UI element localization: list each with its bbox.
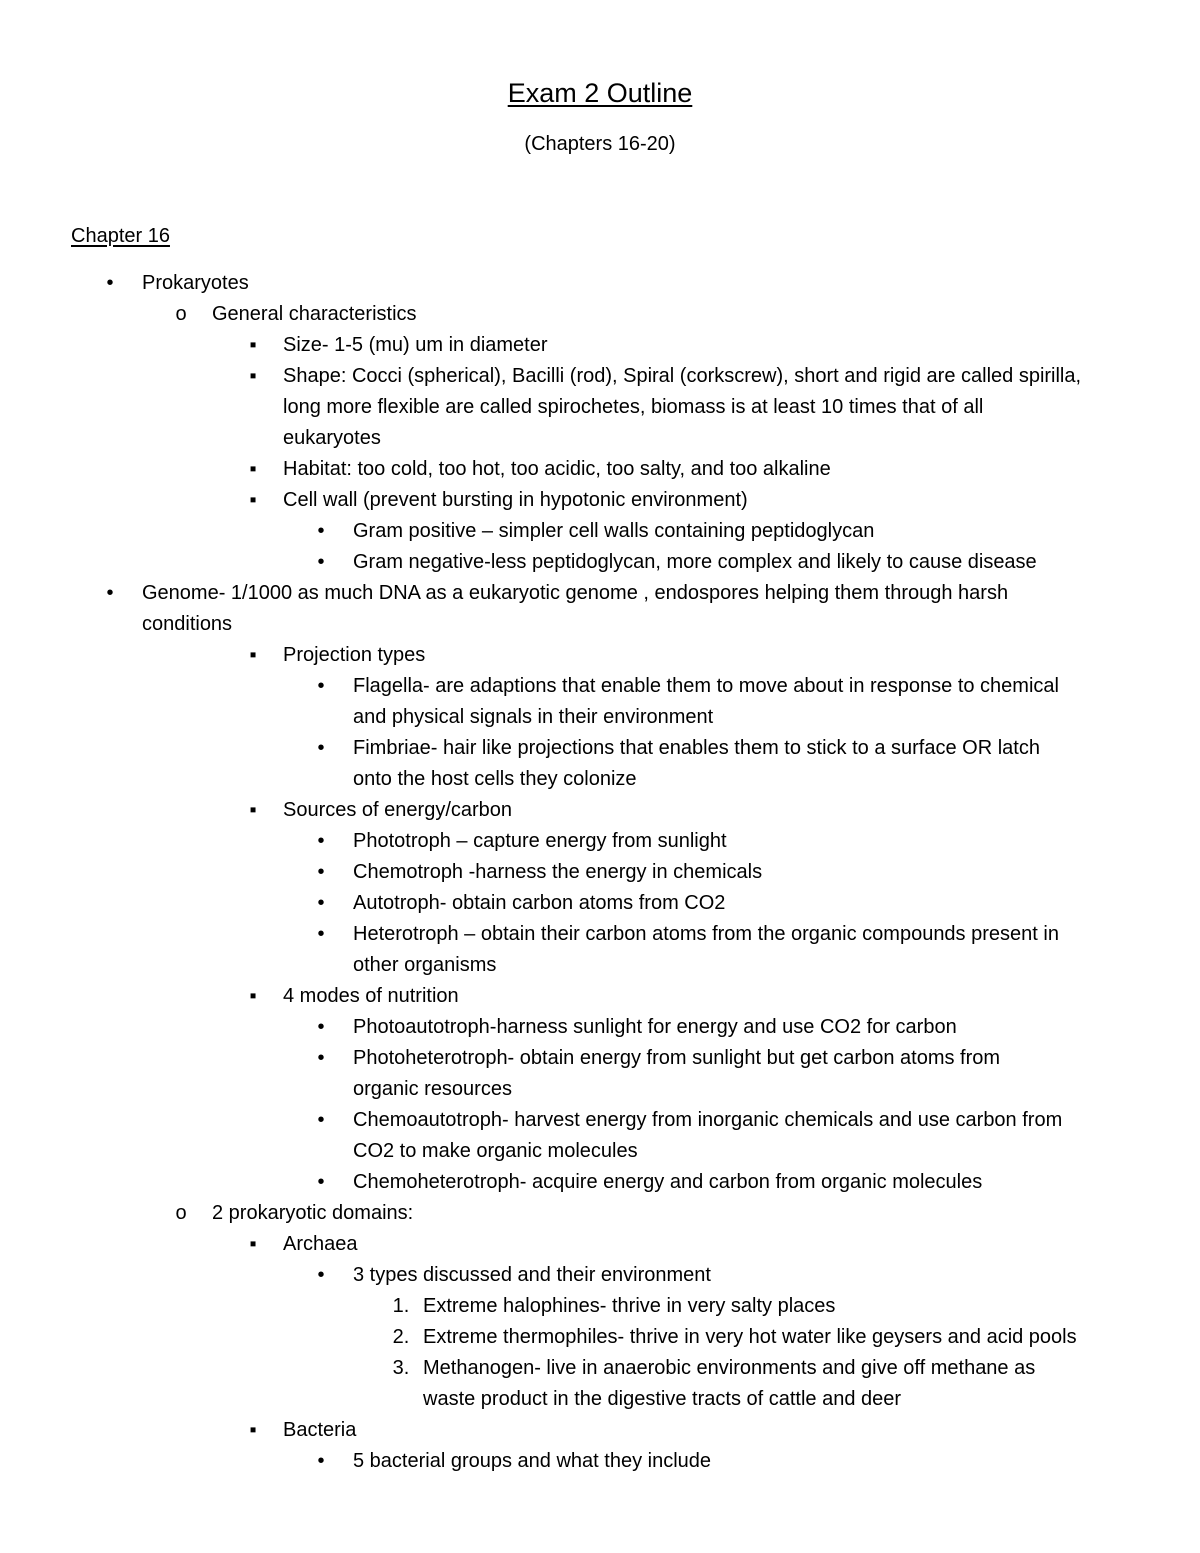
outline-item: Archaea [283,1233,358,1255]
circle-marker: o [175,1202,187,1224]
outline-item-continuation: conditions [142,613,233,635]
outline-item: Gram positive – simpler cell walls containing peptidoglycan [353,520,875,542]
square-marker: ▪ [249,1233,257,1255]
outline-item: Sources of energy/carbon [283,799,513,821]
outline-item: Genome- 1/1000 as much DNA as a eukaryotic genome , endospores helping them through harsh [142,582,1009,604]
bullet-marker: • [317,1047,325,1069]
outline-item-continuation: and physical signals in their environment [353,706,714,728]
outline-item: Autotroph- obtain carbon atoms from CO2 [353,892,726,914]
circle-marker: o [175,303,187,325]
outline-item: 5 bacterial groups and what they include [353,1450,712,1472]
bullet-marker: • [317,830,325,852]
outline-item: Phototroph – capture energy from sunlight [353,830,727,852]
square-marker: ▪ [249,1419,257,1441]
outline-item: Gram negative-less peptidoglycan, more complex and likely to cause disease [353,551,1037,573]
square-marker: ▪ [249,489,257,511]
outline-item-continuation: onto the host cells they colonize [353,768,637,790]
outline-item: Bacteria [283,1419,357,1441]
outline-item-continuation: eukaryotes [283,427,381,449]
outline-item: 3 types discussed and their environment [353,1264,711,1286]
number-marker: 1. [392,1295,410,1317]
number-marker: 2. [392,1326,410,1348]
outline-item: Shape: Cocci (spherical), Bacilli (rod), Spiral (corkscrew), short and rigid are called spirilla, [283,365,1082,387]
outline-item: Flagella- are adaptions that enable them to move about in response to chemical [353,675,1059,697]
outline-item-continuation: other organisms [353,954,497,976]
bullet-marker: • [317,675,325,697]
bullet-marker: • [317,1016,325,1038]
outline-item: Extreme thermophiles- thrive in very hot water like geysers and acid pools [423,1326,1077,1348]
outline-item: Extreme halophines- thrive in very salty places [423,1295,836,1317]
outline-item: Size- 1-5 (mu) um in diameter [283,334,548,356]
chapter-heading: Chapter 16 [71,225,170,247]
outline-item: Photoautotroph-harness sunlight for energy and use CO2 for carbon [353,1016,957,1038]
outline-item: Fimbriae- hair like projections that enables them to stick to a surface OR latch [353,737,1040,759]
outline-item: Chemoheterotroph- acquire energy and carbon from organic molecules [353,1171,983,1193]
outline-item: Habitat: too cold, too hot, too acidic, too salty, and too alkaline [283,458,831,480]
number-marker: 3. [392,1357,410,1379]
bullet-marker: • [106,582,114,604]
bullet-marker: • [317,737,325,759]
bullet-marker: • [317,1109,325,1131]
outline-item: Photoheterotroph- obtain energy from sunlight but get carbon atoms from [353,1047,1001,1069]
bullet-marker: • [317,1171,325,1193]
outline-item-continuation: long more flexible are called spirochetes, biomass is at least 10 times that of all [283,396,984,418]
square-marker: ▪ [249,985,257,1007]
outline-item-continuation: CO2 to make organic molecules [353,1140,638,1162]
outline-item: 2 prokaryotic domains: [212,1202,414,1224]
outline-item-continuation: organic resources [353,1078,512,1100]
bullet-marker: • [317,892,325,914]
square-marker: ▪ [249,458,257,480]
outline-item: Heterotroph – obtain their carbon atoms from the organic compounds present in [353,923,1059,945]
square-marker: ▪ [249,365,257,387]
bullet-marker: • [317,551,325,573]
outline-item: Projection types [283,644,426,666]
outline-item: Prokaryotes [142,272,249,294]
outline-item: Chemoautotroph- harvest energy from inorganic chemicals and use carbon from [353,1109,1063,1131]
outline-item: Cell wall (prevent bursting in hypotonic environment) [283,489,748,511]
outline-item: General characteristics [212,303,417,325]
outline-item: 4 modes of nutrition [283,985,459,1007]
square-marker: ▪ [249,334,257,356]
bullet-marker: • [317,1450,325,1472]
outline-item-continuation: waste product in the digestive tracts of cattle and deer [423,1388,902,1410]
outline-item: Methanogen- live in anaerobic environments and give off methane as [423,1357,1036,1379]
bullet-marker: • [317,520,325,542]
bullet-marker: • [317,1264,325,1286]
document-title: Exam 2 Outline [507,78,693,108]
document-subtitle: (Chapters 16-20) [524,133,676,155]
square-marker: ▪ [249,799,257,821]
outline-item: Chemotroph -harness the energy in chemicals [353,861,763,883]
bullet-marker: • [317,923,325,945]
bullet-marker: • [317,861,325,883]
bullet-marker: • [106,272,114,294]
square-marker: ▪ [249,644,257,666]
